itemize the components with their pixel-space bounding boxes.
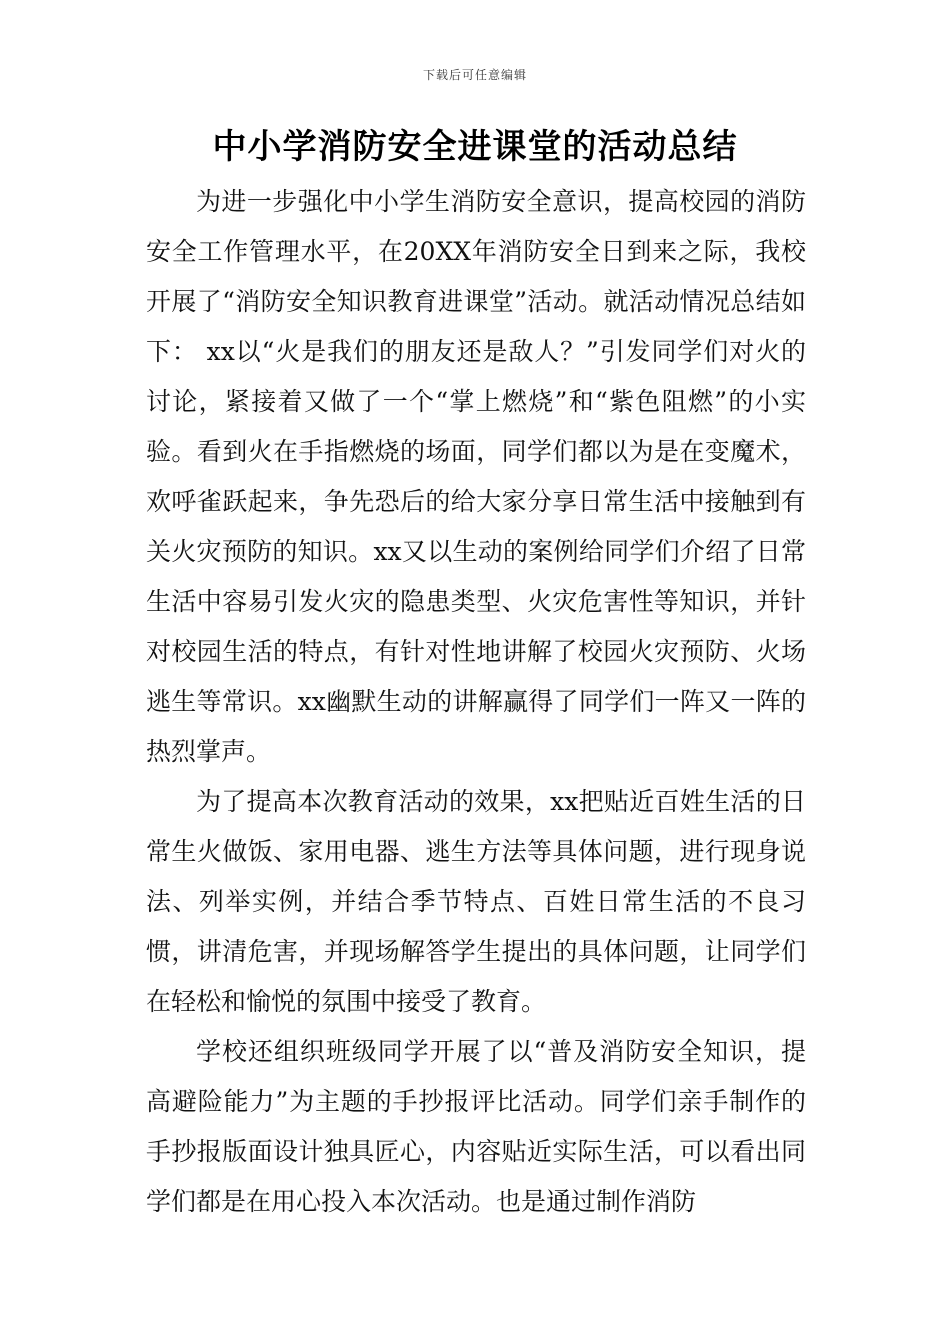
paragraph-2: 为了提高本次教育活动的效果，xx把贴近百姓生活的日常生火做饭、家用电器、逃生方法等具体问题，进行现身说法、列举实例，并结合季节特点、百姓日常生活的不良习惯，讲清危害，并现场解答学生提出的具体问题，让同学们在轻松和愉悦的氛围中接受了教育。 bbox=[146, 787, 806, 1016]
header-note: 下载后可任意编辑 bbox=[422, 68, 527, 82]
document-body bbox=[146, 177, 806, 1227]
paragraph-3: 学校还组织班级同学开展了以“普及消防安全知识，提高避险能力”为主题的手抄报评比活动。同学们亲手制作的手抄报版面设计独具匠心，内容贴近实际生活，可以看出同学们都是在用心投入本次活动。也是通过制作消防 bbox=[146, 1037, 806, 1216]
paragraph-1: 为进一步强化中小学生消防安全意识，提高校园的消防安全工作管理水平，在20XX年消防安全日到来之际，我校开展了“消防安全知识教育进课堂”活动。就活动情况总结如下： xx以“火是我们的朋友还是敌人？”引发同学们对火的讨论，紧接着又做了一个“掌上燃烧”和“紫色阻燃”的小实验。看到火在手指燃烧的场面，同学们都以为是在变魔术，欢呼雀跃起来，争先恐后的给大家分享日常生活中接触到有关火灾预防的知识。xx又以生动的案例给同学们介绍了日常生活中容易引发火灾的隐患类型、火灾危害性等知识，并针对校园生活的特点，有针对性地讲解了校园火灾预防、火场逃生等常识。xx幽默生动的讲解赢得了同学们一阵又一阵的热烈掌声。 bbox=[146, 187, 806, 766]
document-title: 中小学消防安全进课堂的活动总结 bbox=[212, 127, 738, 167]
